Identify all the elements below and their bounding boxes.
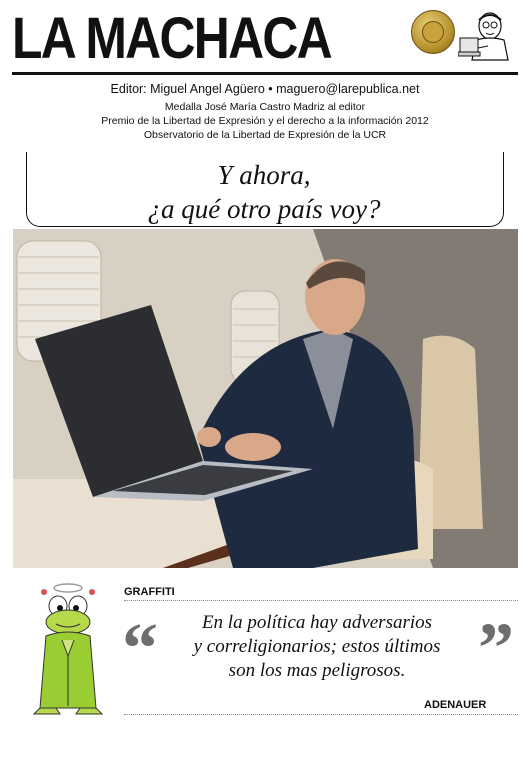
award-line: Observatorio de la Libertad de Expresión de la UCR	[143, 129, 387, 141]
medal-inner-ring	[422, 21, 444, 43]
quote-line: y correligionarios; estos últimos	[193, 636, 441, 657]
quote-line: son los mas peligrosos.	[228, 660, 406, 681]
masthead-rule	[12, 72, 518, 75]
dotted-divider	[124, 714, 518, 715]
quote-author: ADENAUER	[424, 699, 487, 711]
close-quote-icon: ”	[478, 608, 514, 688]
gold-medal-icon	[411, 10, 455, 54]
dotted-divider	[124, 600, 518, 601]
editor-line: Editor: Miguel Angel Agüero • maguero@larepublica.net	[110, 82, 420, 96]
quote-line: En la política hay adversarios	[201, 612, 433, 633]
award-line: Premio de la Libertad de Expresión y el derecho a la información 2012	[101, 115, 429, 127]
photo-illustration	[13, 229, 518, 568]
cover-photo	[13, 229, 518, 568]
frog-angel-mascot-icon	[26, 580, 110, 718]
masthead	[12, 8, 518, 74]
headline-line: Y ahora,	[217, 160, 311, 190]
award-line: Medalla José María Castro Madriz al editor	[164, 101, 366, 113]
newspaper-title: LA MACHACA	[12, 6, 331, 71]
open-quote-icon: “	[122, 608, 158, 688]
editor-caricature-icon	[458, 8, 518, 66]
section-label: GRAFFITI	[124, 586, 175, 598]
headline-line: ¿a qué otro país voy?	[147, 194, 381, 224]
